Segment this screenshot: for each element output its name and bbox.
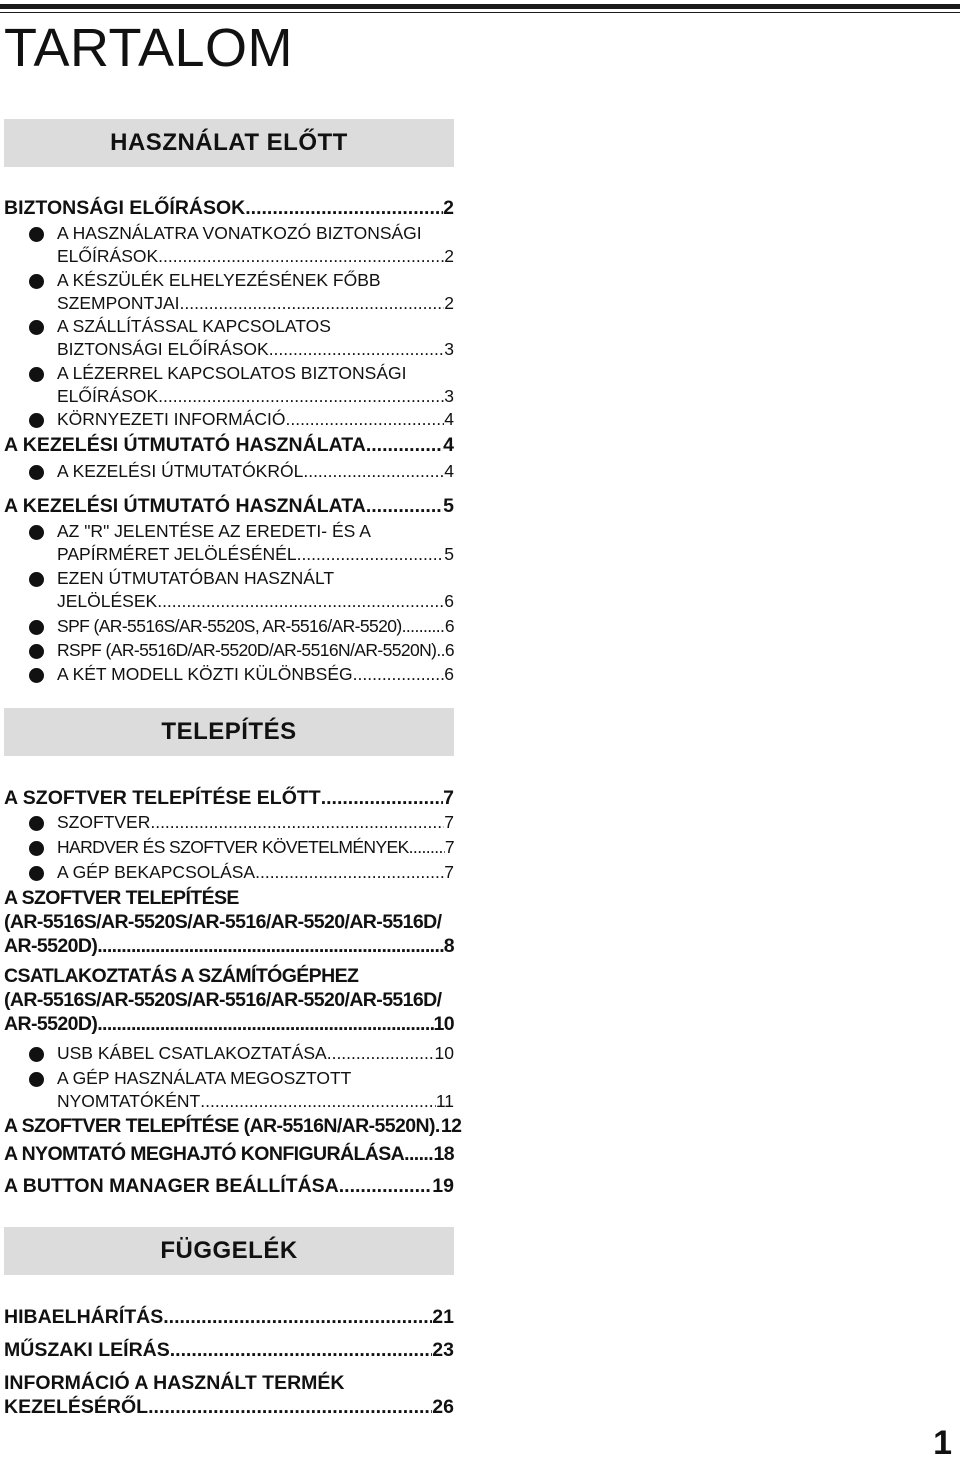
toc-subentry (4, 315, 454, 361)
dot-leader (158, 245, 444, 268)
toc-entry-line (57, 385, 454, 408)
toc-entry-line (57, 245, 454, 268)
dot-leader (339, 1174, 433, 1198)
toc-page-number: 3 (444, 339, 454, 360)
toc-entry (4, 1305, 454, 1329)
toc-page-number: 26 (432, 1396, 454, 1418)
dot-leader (285, 408, 444, 431)
toc-page-number: 10 (434, 1043, 454, 1063)
toc-subentry (4, 1067, 454, 1113)
toc-entry-title: BIZTONSÁGI ELŐÍRÁSOK (4, 197, 246, 219)
page-number: 1 (933, 1424, 952, 1462)
toc-page-number: 6 (444, 591, 454, 612)
toc-entry (4, 1338, 454, 1362)
dot-leader (321, 786, 443, 810)
toc-entry-title: A KEZELÉSI ÚTMUTATÓKRÓL (57, 461, 304, 481)
toc-page-number: 3 (444, 386, 454, 407)
bullet-icon (29, 227, 44, 242)
toc-entry-line (57, 315, 454, 338)
dot-leader (150, 811, 444, 834)
toc-entry-title: SPF (AR-5516S/AR-5520S, AR-5516/AR-5520) (57, 616, 402, 636)
toc-entry-line (4, 988, 454, 1012)
top-rule (0, 4, 960, 13)
toc-entry-title: HIBAELHÁRÍTÁS (4, 1306, 164, 1328)
toc-page-number: 19 (432, 1175, 454, 1197)
section-heading-label: HASZNÁLAT ELŐTT (110, 129, 348, 156)
toc-page-number: 21 (432, 1306, 454, 1328)
dot-leader (157, 590, 444, 613)
bullet-icon (29, 866, 44, 881)
toc-entry-line (4, 494, 454, 518)
toc-subentry (4, 362, 454, 408)
dot-leader (366, 494, 443, 518)
toc-entry-title: A SZOFTVER TELEPÍTÉSE ELŐTT (4, 787, 321, 809)
toc-entry-title: USB KÁBEL CSATLAKOZTATÁSA (57, 1043, 327, 1063)
toc-entry-title: PAPÍRMÉRET JELÖLÉSÉNÉL (57, 544, 297, 565)
toc-page-number: 7 (444, 862, 454, 882)
toc-subentry (4, 663, 454, 686)
toc-entry (4, 964, 454, 1036)
toc-subentry (4, 836, 454, 859)
toc-entry-line (4, 934, 454, 958)
toc-entry-line (4, 1012, 454, 1036)
toc-entry-title: NYOMTATÓKÉNT (57, 1091, 201, 1112)
dot-leader (97, 1012, 433, 1036)
toc-entry-line (4, 886, 454, 910)
toc-entry-title: AZ "R" JELENTÉSE AZ EREDETI- ÉS A (57, 521, 371, 541)
toc-entry (4, 1142, 454, 1166)
toc-entry-line (57, 836, 454, 859)
toc-entry-line (57, 590, 454, 613)
toc-page-number: 2 (444, 246, 454, 267)
dot-leader (180, 292, 445, 315)
dot-leader (409, 836, 445, 859)
toc-subentry (4, 567, 454, 613)
toc-entry-line (57, 408, 454, 431)
bullet-icon (29, 644, 44, 659)
dot-leader (97, 934, 444, 958)
toc-entry-title: A NYOMTATÓ MEGHAJTÓ KONFIGURÁLÁSA (4, 1143, 405, 1165)
dot-leader (404, 1142, 433, 1166)
bullet-icon (29, 274, 44, 289)
section-heading-label: TELEPÍTÉS (161, 718, 297, 745)
toc-page-number: 7 (444, 837, 454, 857)
toc-entry-line (4, 910, 454, 934)
toc-entry-line (4, 1305, 454, 1329)
toc-page-number: 4 (444, 461, 454, 481)
toc-entry-title: AR-5520D) (4, 1013, 98, 1035)
toc-entry-title: A LÉZERREL KAPCSOLATOS BIZTONSÁGI (57, 363, 407, 383)
toc-entry-title: INFORMÁCIÓ A HASZNÁLT TERMÉK (4, 1372, 345, 1394)
dot-leader (303, 460, 444, 483)
toc-entry-title: JELÖLÉSEK (57, 591, 158, 612)
toc-subentry (4, 269, 454, 315)
toc-entry-title: A SZOFTVER TELEPÍTÉSE (AR-5516N/AR-5520N) (4, 1115, 435, 1137)
toc-entry (4, 1114, 462, 1138)
section-heading-fuggelek (4, 1227, 454, 1275)
dot-leader (436, 639, 444, 662)
toc-entry-line (57, 1067, 454, 1090)
toc-entry-title: A GÉP BEKAPCSOLÁSA (57, 862, 256, 882)
toc-page-number: 7 (444, 812, 454, 832)
toc-entry-line (4, 1338, 454, 1362)
toc-entry-title: AR-5520D) (4, 935, 98, 957)
dot-leader (402, 615, 445, 638)
toc-entry-title: KEZELÉSÉRŐL (4, 1396, 149, 1418)
toc-entry (4, 1174, 454, 1198)
toc-entry (4, 494, 454, 518)
toc-entry-title: A KEZELÉSI ÚTMUTATÓ HASZNÁLATA (4, 434, 366, 456)
dot-leader (200, 1090, 436, 1113)
toc-entry-line (4, 1395, 454, 1419)
toc-entry-line (4, 964, 454, 988)
toc-page-number: 8 (443, 935, 454, 957)
toc-entry-title: ELŐÍRÁSOK (57, 386, 159, 407)
dot-leader (245, 196, 443, 220)
toc-page-number: 4 (444, 409, 454, 429)
toc-entry-line (4, 1114, 462, 1138)
toc-entry-title: CSATLAKOZTATÁS A SZÁMÍTÓGÉPHEZ (4, 965, 359, 987)
bullet-icon (29, 841, 44, 856)
toc-subentry (4, 520, 454, 566)
toc-page-number: 23 (432, 1339, 454, 1361)
toc-entry-line (57, 639, 454, 662)
toc-subentry (4, 639, 454, 662)
section-heading-telepites (4, 708, 454, 756)
bullet-icon (29, 465, 44, 480)
toc-subentry (4, 811, 454, 834)
toc-entry-title: (AR-5516S/AR-5520S/AR-5516/AR-5520/AR-5516D/ (4, 989, 442, 1011)
dot-leader (148, 1395, 432, 1419)
toc-entry-title: A KÉT MODELL KÖZTI KÜLÖNBSÉG (57, 664, 353, 684)
dot-leader (353, 663, 445, 686)
toc-subentry (4, 1042, 454, 1065)
toc-page-number: 6 (444, 640, 454, 660)
toc-page-number: 5 (443, 495, 454, 517)
toc-entry-line (57, 615, 454, 638)
dot-leader (297, 543, 445, 566)
toc-entry-line (4, 786, 454, 810)
bullet-icon (29, 367, 44, 382)
toc-page-number: 18 (433, 1143, 454, 1165)
toc-entry-line (57, 460, 454, 483)
toc-entry-line (57, 1090, 454, 1113)
toc-entry-title: A SZOFTVER TELEPÍTÉSE (4, 887, 239, 909)
toc-entry (4, 1371, 454, 1419)
toc-entry-line (57, 663, 454, 686)
toc-page-number: 11 (435, 1091, 454, 1112)
dot-leader (163, 1305, 432, 1329)
toc-entry-title: SZOFTVER (57, 812, 151, 832)
toc-subentry (4, 615, 454, 638)
toc-entry (4, 433, 454, 457)
bullet-icon (29, 816, 44, 831)
bullet-icon (29, 1047, 44, 1062)
toc-entry-title: A KÉSZÜLÉK ELHELYEZÉSÉNEK FŐBB (57, 270, 381, 290)
toc-entry-title: KÖRNYEZETI INFORMÁCIÓ (57, 409, 286, 429)
toc-entry-line (4, 1174, 454, 1198)
toc-entry-line (57, 861, 454, 884)
toc-subentry (4, 408, 454, 431)
section-heading-label: FÜGGELÉK (160, 1237, 298, 1264)
bullet-icon (29, 525, 44, 540)
toc-entry-title: BIZTONSÁGI ELŐÍRÁSOK (57, 339, 269, 360)
toc-page-number: 2 (443, 197, 454, 219)
toc-entry (4, 196, 454, 220)
toc-entry-title: RSPF (AR-5516D/AR-5520D/AR-5516N/AR-5520N) (57, 640, 437, 660)
dot-leader (366, 433, 443, 457)
toc-entry-line (57, 543, 454, 566)
toc-entry-line (4, 1142, 454, 1166)
toc-entry-title: MŰSZAKI LEÍRÁS (4, 1339, 170, 1361)
bullet-icon (29, 572, 44, 587)
toc-entry-line (57, 362, 454, 385)
toc-entry-title: HARDVER ÉS SZOFTVER KÖVETELMÉNYEK (57, 837, 409, 857)
toc-entry-title: ELŐÍRÁSOK (57, 246, 159, 267)
toc-page-number: 7 (443, 787, 454, 809)
toc-entry-line (4, 1371, 454, 1395)
bullet-icon (29, 320, 44, 335)
toc-entry-line (57, 338, 454, 361)
toc-entry-line (57, 222, 454, 245)
dot-leader (170, 1338, 433, 1362)
toc-entry-line (57, 1042, 454, 1065)
toc-subentry (4, 222, 454, 268)
bullet-icon (29, 620, 44, 635)
toc-entry-line (57, 520, 454, 543)
dot-leader (269, 338, 445, 361)
toc-page-number: 10 (433, 1013, 454, 1035)
page-title: TARTALOM (4, 18, 294, 78)
toc-entry-line (57, 292, 454, 315)
section-heading-hasznalat-elott (4, 119, 454, 167)
bullet-icon (29, 413, 44, 428)
dot-leader (158, 385, 444, 408)
toc-page-number: 4 (443, 434, 454, 456)
toc-page-number: 6 (444, 616, 454, 636)
toc-entry-title: A GÉP HASZNÁLATA MEGOSZTOTT (57, 1068, 352, 1088)
toc-page-number: 12 (440, 1115, 462, 1137)
toc-entry-title: A SZÁLLÍTÁSSAL KAPCSOLATOS (57, 316, 331, 336)
toc-page-number: 2 (444, 293, 454, 314)
toc-entry-line (4, 196, 454, 220)
toc-entry-title: A KEZELÉSI ÚTMUTATÓ HASZNÁLATA (4, 495, 366, 517)
toc-page-number: 6 (444, 664, 454, 684)
toc-entry-title: (AR-5516S/AR-5520S/AR-5516/AR-5520/AR-5516D/ (4, 911, 442, 933)
toc-entry-line (57, 567, 454, 590)
toc-entry-title: SZEMPONTJAI (57, 293, 180, 314)
bullet-icon (29, 668, 44, 683)
toc-entry-title: A HASZNÁLATRA VONATKOZÓ BIZTONSÁGI (57, 223, 422, 243)
toc-entry-line (57, 269, 454, 292)
toc-subentry (4, 460, 454, 483)
dot-leader (327, 1042, 435, 1065)
toc-entry-line (57, 811, 454, 834)
toc-subentry (4, 861, 454, 884)
toc-page-number: 5 (444, 544, 454, 565)
dot-leader (255, 861, 444, 884)
toc-entry (4, 786, 454, 810)
toc-entry-title: A BUTTON MANAGER BEÁLLÍTÁSA (4, 1175, 339, 1197)
bullet-icon (29, 1072, 44, 1087)
toc-entry-title: EZEN ÚTMUTATÓBAN HASZNÁLT (57, 568, 335, 588)
toc-entry (4, 886, 454, 958)
toc-entry-line (4, 433, 454, 457)
